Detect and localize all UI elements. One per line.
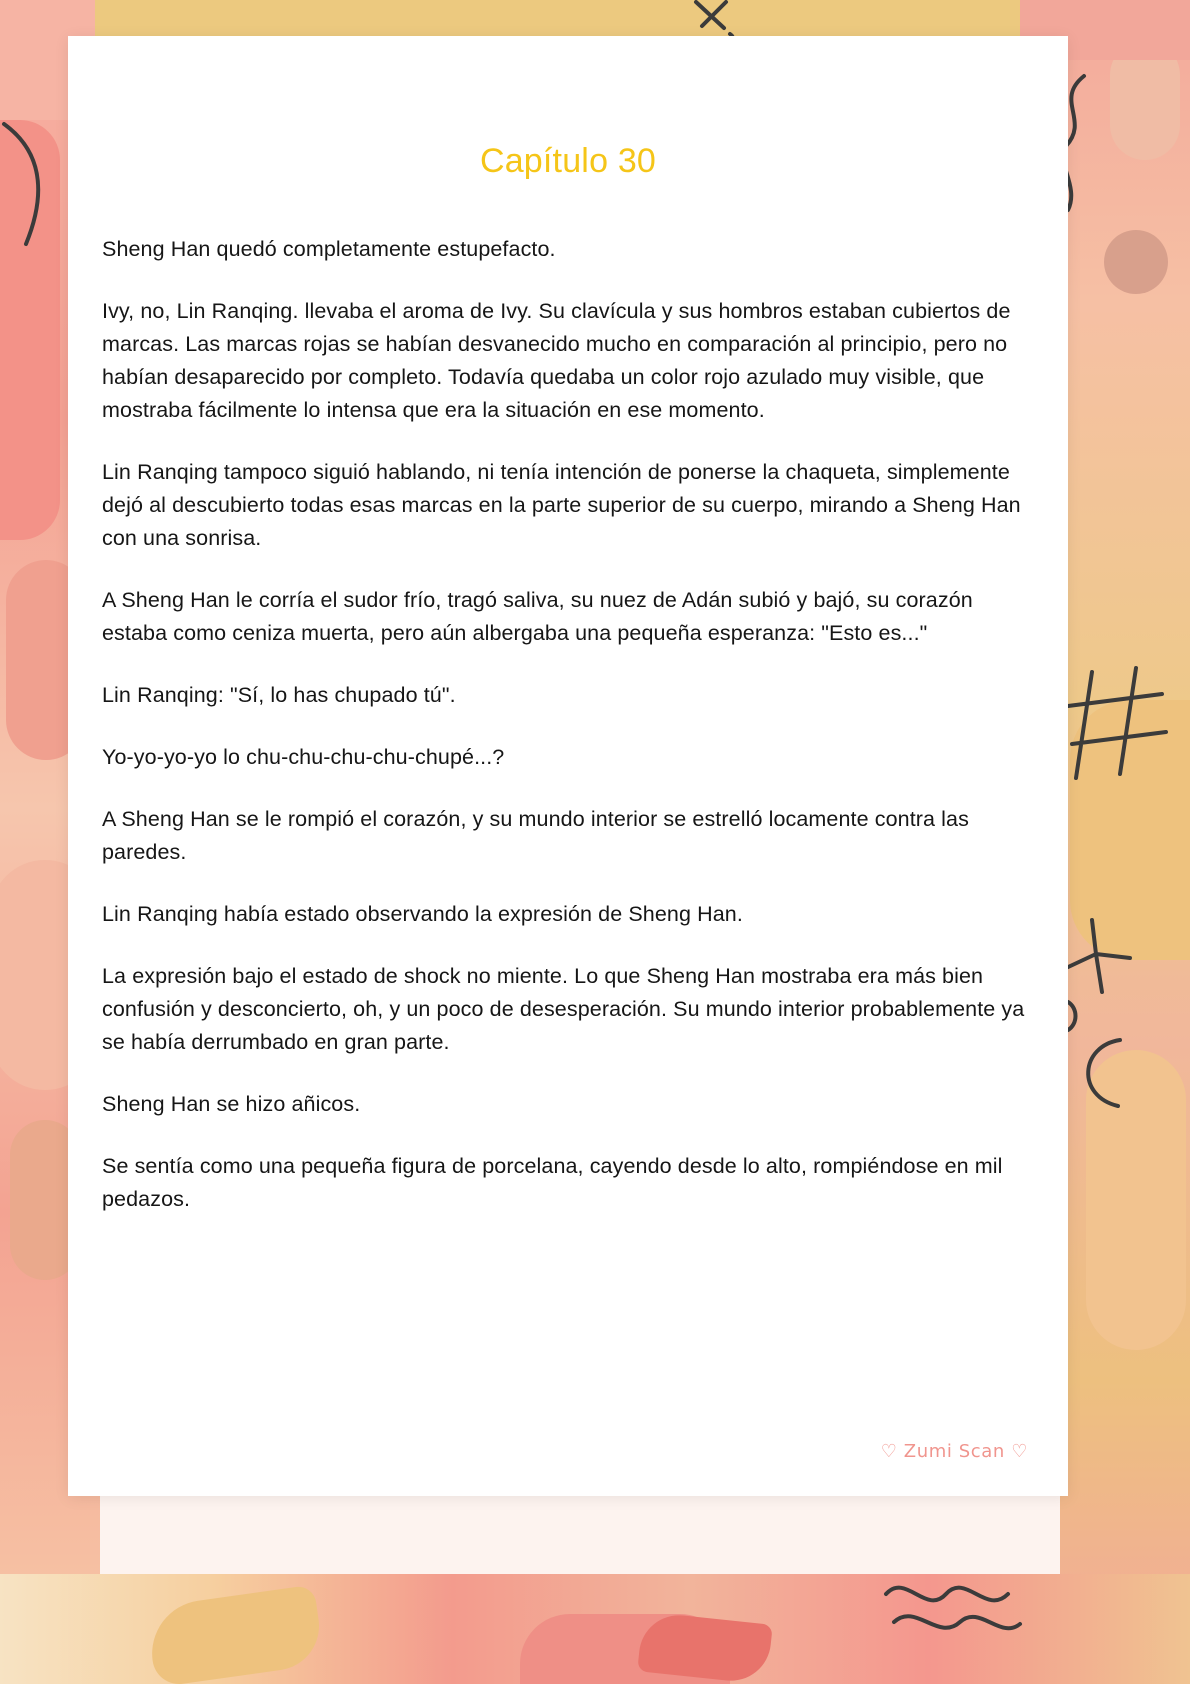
paragraph: Se sentía como una pequeña figura de porcelana, cayendo desde lo alto, rompiéndose en mil pedazos. [102,1154,1003,1211]
paragraph: Lin Ranqing había estado observando la expresión de Sheng Han. [102,902,743,926]
left-decor-shape-1 [0,120,60,540]
paragraph: Lin Ranqing tampoco siguió hablando, ni tenía intención de ponerse la chaqueta, simplemente dejó al descubierto todas esas marcas en la parte superior de su cuerpo, mirando a Sheng Han con una sonrisa. [102,460,1021,550]
paragraph: Yo-yo-yo-yo lo chu-chu-chu-chu-chupé...? [102,745,505,769]
paragraph: Sheng Han se hizo añicos. [102,1092,361,1116]
document-sheet [68,36,1068,1496]
right-decor-shape-4 [1086,1050,1186,1350]
paragraph: Sheng Han quedó completamente estupefacto. [102,237,556,261]
paragraph: Lin Ranqing: "Sí, lo has chupado tú". [102,683,456,707]
paragraph: La expresión bajo el estado de shock no miente. Lo que Sheng Han mostraba era más bien confusión y desconcierto, oh, y un poco de desesperación. Su mundo interior probablemente ya se había derrumbado en gran parte. [102,964,1025,1054]
right-decor-shape-2 [1104,230,1168,294]
right-decor-shape-3 [1070,700,1190,960]
paragraph: Ivy, no, Lin Ranqing. llevaba el aroma de Ivy. Su clavícula y sus hombros estaban cubiertos de marcas. Las marcas rojas se habían desvanecido mucho en comparación al principio, pero no habían desaparecido por completo. Todavía quedaba un color rojo azulado muy visible, que mostraba fácilmente lo intensa que era la situación en ese momento. [102,299,1011,422]
watermark: ♡ Zumi Scan ♡ [880,1441,1028,1462]
bottom-decor-shape-3 [637,1611,773,1684]
body-text [68,181,1068,1216]
paragraph: A Sheng Han le corría el sudor frío, tragó saliva, su nuez de Adán subió y bajó, su corazón estaba como ceniza muerta, pero aún albergaba una pequeña esperanza: "Esto es..." [102,588,973,645]
paragraph: A Sheng Han se le rompió el corazón, y su mundo interior se estrelló locamente contra las paredes. [102,807,969,864]
page-title: Capítulo 30 [479,142,657,180]
document-content [68,36,1068,1496]
